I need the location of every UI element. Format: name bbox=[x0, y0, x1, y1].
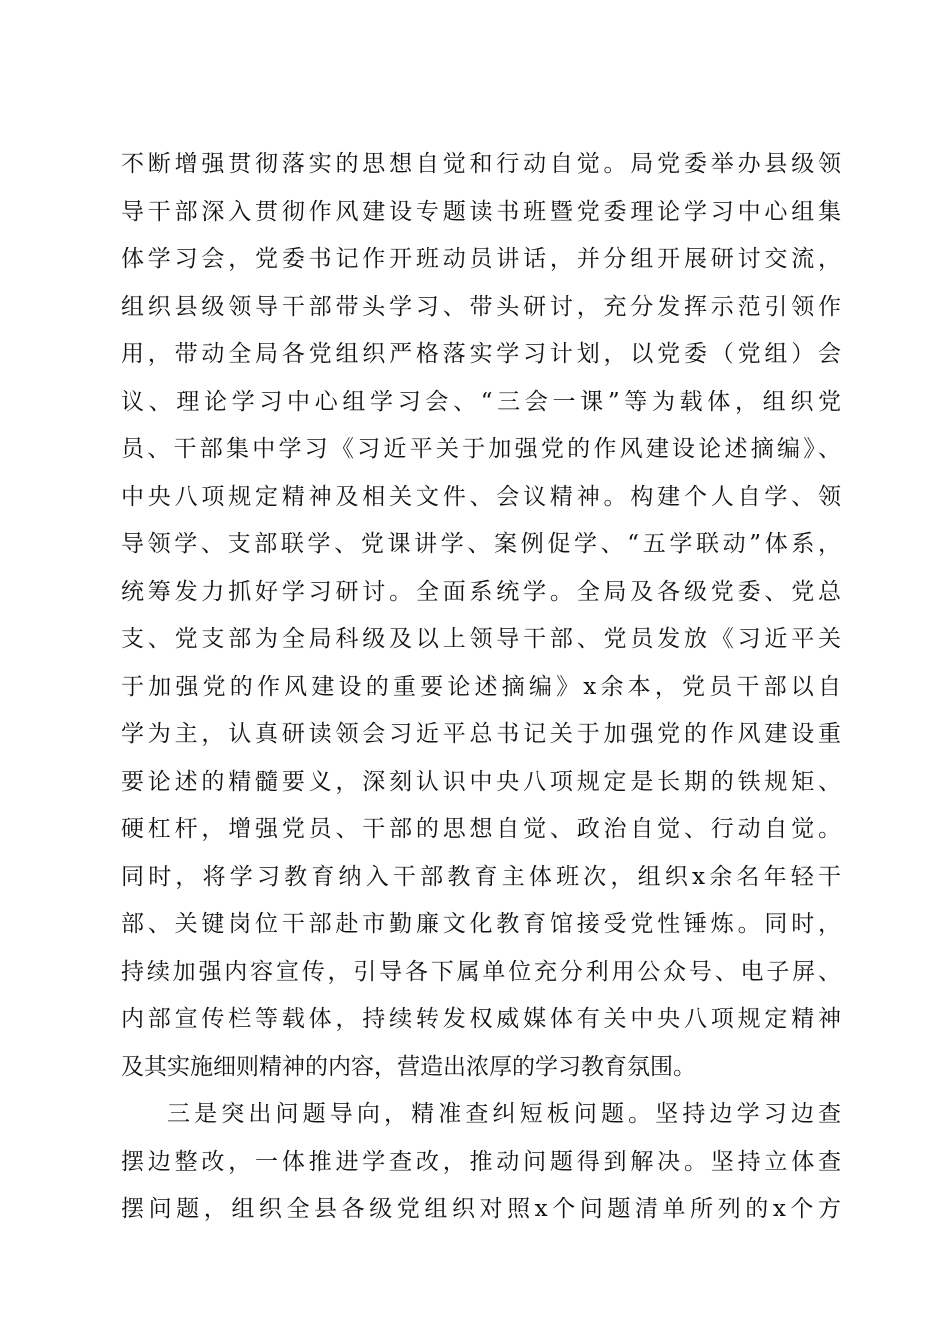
paragraph-line: 三是突出问题导向，精准查纠短板问题。坚持边学习边查 bbox=[167, 1101, 841, 1127]
document-body bbox=[121, 141, 841, 1234]
paragraph-line: 组织县级领导干部带头学习、带头研讨，充分发挥示范引领作 bbox=[121, 293, 841, 320]
paragraph-line: 体学习会，党委书记作开班动员讲话，并分组开展研讨交流， bbox=[121, 246, 841, 272]
paragraph-line: 导领学、支部联学、党课讲学、案例促学、“五学联动”体系， bbox=[121, 531, 841, 557]
paragraph-line: 部、关键岗位干部赴市勤廉文化教育馆接受党性锤炼。同时， bbox=[121, 911, 841, 937]
paragraph-line: 硬杠杆，增强党员、干部的思想自觉、政治自觉、行动自觉。 bbox=[121, 816, 841, 842]
paragraph-line: 支、党支部为全局科级及以上领导干部、党员发放《习近平关 bbox=[121, 626, 841, 652]
paragraph-line: 同时，将学习教育纳入干部教育主体班次，组织x余名年轻干 bbox=[121, 863, 841, 890]
paragraph-1 bbox=[121, 141, 841, 1091]
paragraph-line: 于加强党的作风建设的重要论述摘编》x余本，党员干部以自 bbox=[121, 673, 841, 700]
paragraph-line: 内部宣传栏等载体，持续转发权威媒体有关中央八项规定精神 bbox=[121, 1006, 841, 1032]
paragraph-line: 及其实施细则精神的内容，营造出浓厚的学习教育氛围。 bbox=[121, 1053, 696, 1080]
paragraph-line: 学为主，认真研读领会习近平总书记关于加强党的作风建设重 bbox=[121, 721, 841, 747]
paragraph-line: 不断增强贯彻落实的思想自觉和行动自觉。局党委举办县级领 bbox=[121, 151, 841, 177]
paragraph-line: 持续加强内容宣传，引导各下属单位充分利用公众号、电子屏、 bbox=[121, 958, 841, 985]
paragraph-line: 用，带动全局各党组织严格落实学习计划，以党委（党组）会 bbox=[121, 341, 841, 367]
paragraph-line: 中央八项规定精神及相关文件、会议精神。构建个人自学、领 bbox=[121, 483, 841, 510]
paragraph-line: 摆问题，组织全县各级党组织对照x个问题清单所列的x个方 bbox=[121, 1196, 841, 1222]
paragraph-line: 要论述的精髓要义，深刻认识中央八项规定是长期的铁规矩、 bbox=[121, 768, 841, 795]
paragraph-line: 员、干部集中学习《习近平关于加强党的作风建设论述摘编》、 bbox=[121, 436, 841, 462]
paragraph-2 bbox=[121, 1091, 841, 1234]
paragraph-line: 议、理论学习中心组学习会、“三会一课”等为载体，组织党 bbox=[121, 388, 841, 415]
paragraph-line: 统筹发力抓好学习研讨。全面系统学。全局及各级党委、党总 bbox=[121, 578, 841, 605]
paragraph-line: 摆边整改，一体推进学查改，推动问题得到解决。坚持立体查 bbox=[121, 1148, 841, 1175]
paragraph-line: 导干部深入贯彻作风建设专题读书班暨党委理论学习中心组集 bbox=[121, 198, 841, 225]
